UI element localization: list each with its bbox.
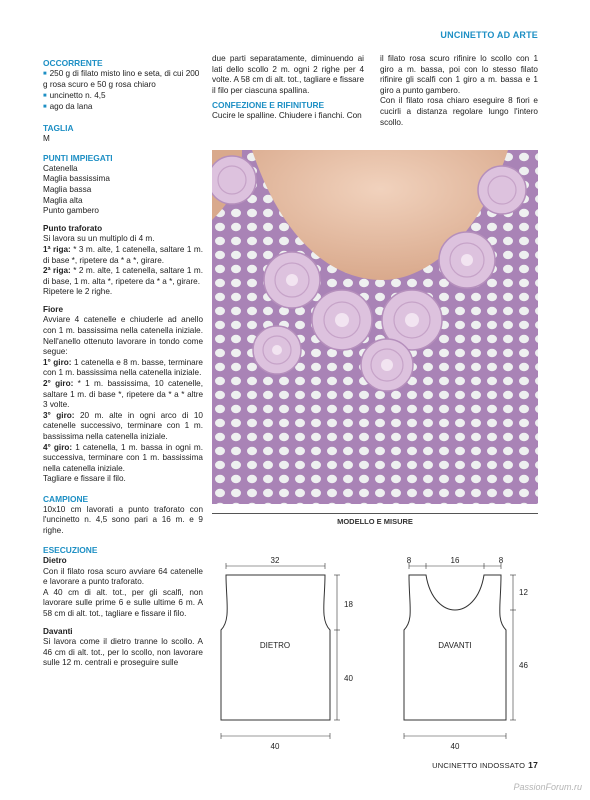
front-neck-depth-measure: 12 xyxy=(519,588,528,597)
col3-text-1: il filato rosa scuro rifinire lo scollo con 1 giro a m. bassa, poi con lo stesso filato rifinire gli scalfi con 1 giro a m. bassa e 1 giro a punto gambero. xyxy=(380,54,538,95)
dietro-heading: Dietro xyxy=(43,555,67,565)
punti-heading: PUNTI IMPIEGATI xyxy=(43,153,113,164)
round2-text: * 1 m. bassissima, 10 catenelle, saltare 1 m. di base *, ripetere da * a * altre 3 volte. xyxy=(43,379,203,410)
row2-label: 2ª riga: xyxy=(43,266,71,276)
round2-instruction xyxy=(43,379,203,411)
front-left-shoulder-measure: 8 xyxy=(406,556,412,565)
fiore-end: Tagliare e fissare il filo. xyxy=(43,474,126,484)
section-divider xyxy=(212,513,538,514)
row2-instruction xyxy=(43,266,203,287)
section-header: UNCINETTO AD ARTE xyxy=(440,30,538,40)
front-body-measure: 46 xyxy=(519,661,528,670)
round3-text: 20 m. alte in ogni arco di 10 catenelle successivo, terminare con 1 m. bassissima nella catenella iniziale. xyxy=(43,410,203,441)
back-top-measure: 32 xyxy=(270,556,280,565)
row1-instruction xyxy=(43,245,203,266)
back-body-measure: 40 xyxy=(344,674,353,683)
campione-heading: CAMPIONE xyxy=(43,493,89,504)
fiore-heading: Fiore xyxy=(43,304,64,314)
page-footer xyxy=(432,760,538,770)
taglia-heading: TAGLIA xyxy=(43,122,74,133)
esecuzione-heading: ESECUZIONE xyxy=(43,545,98,556)
row1-label: 1ª riga: xyxy=(43,244,71,254)
confezione-heading: CONFEZIONE E RIFINITURE xyxy=(212,100,325,111)
diagram-title: MODELLO E MISURE xyxy=(337,517,413,526)
back-label: DIETRO xyxy=(259,641,291,650)
magazine-name: UNCINETTO INDOSSATO xyxy=(432,761,526,770)
materials-item: ■ uncinetto n. 4,5 xyxy=(43,91,203,103)
col3-text-2: Con il filato rosa chiaro eseguire 8 fiori e cucirli a distanza regolare lungo l'intero scollo. xyxy=(380,96,538,127)
round1-instruction xyxy=(43,358,203,379)
taglia-value: M xyxy=(43,133,50,143)
round4-label: 4° giro: xyxy=(43,442,73,452)
front-right-shoulder-measure: 8 xyxy=(498,556,504,565)
occorrente-heading: OCCORRENTE xyxy=(43,58,103,68)
pattern-diagram xyxy=(212,530,538,760)
back-piece xyxy=(221,556,353,751)
front-label: DAVANTI xyxy=(438,641,472,650)
confezione-text: Cucire le spalline. Chiudere i fianchi. Con xyxy=(212,110,362,120)
round2-label: 2° giro: xyxy=(43,379,74,389)
round1-text: 1 catenella e 8 m. basse, terminare con 1 m. bassissima nella catenella iniziale. xyxy=(43,357,203,378)
round4-instruction xyxy=(43,443,203,475)
campione-text: 10x10 cm lavorati a punto traforato con l'uncinetto n. 4,5 sono pari a 16 m. e 9 righe. xyxy=(43,504,203,535)
back-width-measure: 40 xyxy=(270,742,280,751)
round3-label: 3° giro: xyxy=(43,410,75,420)
dietro-text-1: Con il filato rosa scuro avviare 64 catenelle e lavorare a punto traforato. xyxy=(43,566,203,587)
front-width-measure: 40 xyxy=(450,742,460,751)
stitch-item: Maglia bassa xyxy=(43,184,92,194)
text-column-3 xyxy=(380,54,538,128)
materials-item: ■ ago da lana xyxy=(43,102,203,114)
text-column-2 xyxy=(212,54,364,122)
back-armhole-measure: 18 xyxy=(344,600,353,609)
traforato-end: Ripetere le 2 righe. xyxy=(43,287,113,297)
dietro-text-2: A 40 cm di alt. tot., per gli scalfi, non lavorare sulle prime 6 e sulle ultime 6 m. A 58 cm di alt. tot., tagliare e fissare il filo. xyxy=(43,587,203,618)
round4-text: 1 catenella, 1 m. bassa in ogni m. successiva, terminare con 1 m. bassissima nella catenella iniziale. xyxy=(43,442,203,473)
text-column-1 xyxy=(43,58,203,669)
crochet-photo-illustration xyxy=(212,150,538,504)
stitch-item: Catenella xyxy=(43,163,78,173)
stitch-item: Punto gambero xyxy=(43,206,99,216)
page-number: 17 xyxy=(528,760,538,770)
round1-label: 1° giro: xyxy=(43,357,72,367)
davanti-heading: Davanti xyxy=(43,626,73,636)
fiore-intro: Avviare 4 catenelle e chiuderle ad anello con 1 m. bassissima nella catenella iniziale. Nell'anello ottenuto lavorare in tondo come segue: xyxy=(43,315,203,357)
davanti-text: Si lavora come il dietro tranne lo scollo. A 46 cm di alt. tot., per lo scollo, non lavorare sulle 12 m. centrali e proseguire sulle xyxy=(43,637,203,668)
round3-instruction xyxy=(43,411,203,443)
front-piece xyxy=(404,556,528,751)
traforato-intro: Si lavora su un multiplo di 4 m. xyxy=(43,234,155,244)
garment-photo xyxy=(212,150,538,504)
stitch-item: Maglia bassissima xyxy=(43,174,110,184)
front-neck-measure: 16 xyxy=(450,556,460,565)
row1-text: * 3 m. alte, 1 catenella, saltare 1 m. di base *, ripetere da * a *, girare. xyxy=(43,244,203,265)
watermark: PassionForum.ru xyxy=(513,782,582,792)
row2-text: * 2 m. alte, 1 catenella, saltare 1 m. di base, 1 m. alta *, ripetere da * a *, girare. xyxy=(43,266,203,286)
traforato-heading: Punto traforato xyxy=(43,223,103,233)
stitch-item: Maglia alta xyxy=(43,195,83,205)
materials-item: ■ 250 g di filato misto lino e seta, di cui 200 g rosa scuro e 50 g rosa chiaro xyxy=(43,69,203,91)
col2-text: due parti separatamente, diminuendo ai lati dello scollo 2 m. ogni 2 righe per 4 volte. A 58 cm di alt. tot., tagliare e fissare il filo per ciascuna spallina. xyxy=(212,54,364,95)
